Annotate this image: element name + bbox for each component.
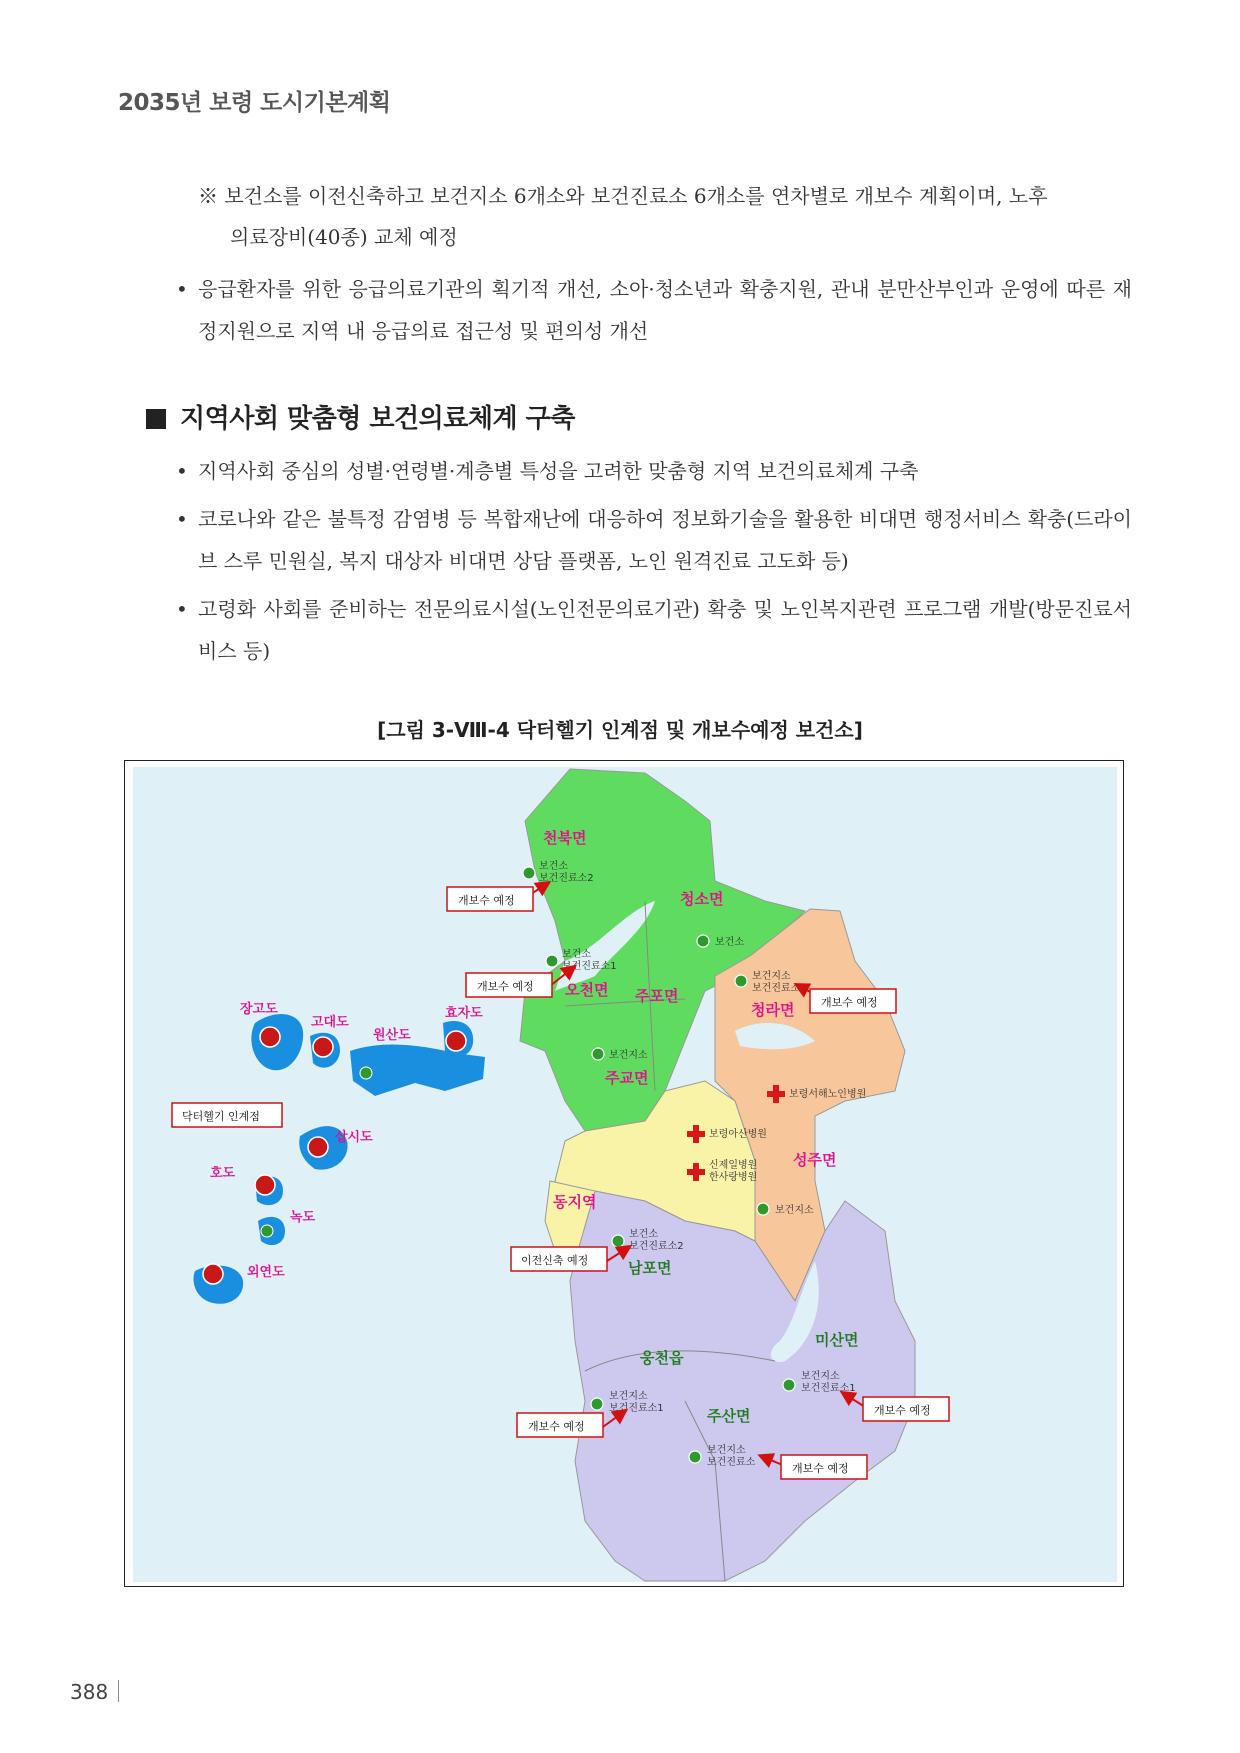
- label-hyojado: 효자도: [445, 1006, 483, 1021]
- label-jupo: 주포면: [635, 987, 679, 1005]
- label-misan: 미산면: [815, 1331, 859, 1349]
- label-wonsando: 원산도: [373, 1028, 411, 1043]
- facility-label: 보건소: [629, 1229, 658, 1240]
- bullet-item: [176, 268, 1132, 352]
- facility-label: 보건지소: [752, 971, 791, 982]
- clinic-marker-icon: [689, 1451, 701, 1463]
- bullet-dot: •: [176, 507, 188, 531]
- callout-misan: 개보수 예정: [874, 1404, 931, 1417]
- facility-label: 보건지소: [775, 1205, 814, 1216]
- label-hodo: 호도: [210, 1166, 236, 1181]
- clinic-marker-icon: [612, 1235, 624, 1247]
- clinic-marker-icon: [261, 1225, 273, 1237]
- label-cheonbuk: 천북면: [543, 829, 587, 847]
- page-number-text: 388: [70, 1680, 109, 1704]
- boryeong-health-facility-map: [124, 760, 1124, 1587]
- clinic-marker-icon: [783, 1379, 795, 1391]
- bullet-text: 지역사회 중심의 성별·연령별·계층별 특성을 고려한 맞춤형 지역 보건의료체계 구축: [198, 459, 919, 483]
- facility-label: 보건지소: [609, 1050, 648, 1061]
- note-line-2: 의료장비(40종) 교체 예정: [230, 225, 458, 249]
- callout-ungcheon: 개보수 예정: [528, 1420, 585, 1433]
- clinic-marker-icon: [360, 1067, 372, 1079]
- label-jugyo: 주교면: [605, 1069, 649, 1087]
- callout-jusan: 개보수 예정: [792, 1462, 849, 1475]
- clinic-marker-icon: [546, 955, 558, 967]
- facility-label: 보건진료소1: [801, 1383, 856, 1394]
- clinic-marker-icon: [523, 867, 535, 879]
- clinic-marker-icon: [757, 1203, 769, 1215]
- callout-nampo: 이전신축 예정: [521, 1254, 589, 1267]
- facility-label: 보건소: [562, 949, 591, 960]
- heli-marker-icon: [446, 1031, 466, 1051]
- callout-cheonbuk: 개보수 예정: [458, 894, 515, 907]
- page-number: [70, 1680, 119, 1704]
- label-nampo: 남포면: [628, 1259, 672, 1277]
- facility-label: 신제일병원: [709, 1160, 758, 1171]
- label-godaedo: 고대도: [311, 1015, 349, 1030]
- bullet-item: [176, 450, 1132, 492]
- callout-ocheon: 개보수 예정: [477, 980, 534, 993]
- label-dongjiyeok: 동지역: [553, 1193, 597, 1211]
- label-jangdo: 장고도: [240, 1002, 278, 1017]
- bullet-dot: •: [176, 459, 188, 483]
- callout-heli: 닥터헬기 인계점: [182, 1110, 260, 1123]
- facility-label: 보령서해노인병원: [789, 1089, 867, 1100]
- page-header-title: 2035년 보령 도시기본계획: [118, 90, 391, 116]
- facility-label: 보건지소: [609, 1391, 648, 1402]
- facility-label: 한사랑병원: [709, 1172, 758, 1183]
- bullet-dot: •: [176, 597, 188, 621]
- facility-label: 보건진료소2: [539, 873, 594, 884]
- facility-label: 보령아산병원: [709, 1129, 767, 1140]
- clinic-marker-icon: [591, 1398, 603, 1410]
- callout-cheongra: 개보수 예정: [821, 996, 878, 1009]
- facility-label: 보건지소: [801, 1371, 840, 1382]
- heli-marker-icon: [203, 1264, 223, 1284]
- facility-label: 보건진료소: [707, 1457, 756, 1468]
- label-cheongso: 청소면: [680, 890, 724, 908]
- page-number-divider: [118, 1680, 119, 1702]
- label-ungcheon: 웅천읍: [640, 1349, 684, 1367]
- bullet-dot: •: [176, 277, 188, 301]
- bullet-item: [176, 498, 1132, 582]
- label-jusan: 주산면: [707, 1407, 751, 1425]
- clinic-marker-icon: [592, 1048, 604, 1060]
- facility-label: 보건진료소1: [752, 983, 807, 994]
- bullet-text: 고령화 사회를 준비하는 전문의료시설(노인전문의료기관) 확충 및 노인복지관련 프로그램 개발(방문진료서비스 등): [198, 597, 1132, 663]
- note-paragraph: [198, 176, 1133, 258]
- label-cheongra: 청라면: [751, 1001, 795, 1019]
- clinic-marker-icon: [697, 935, 709, 947]
- bullet-text: 코로나와 같은 불특정 감염병 등 복합재난에 대응하여 정보화기술을 활용한 비대면 행정서비스 확충(드라이브 스루 민원실, 복지 대상자 비대면 상담 플랫폼, 노인 원격진료 고도화 등): [198, 507, 1132, 573]
- facility-label: 보건소: [539, 861, 568, 872]
- label-sapsido: 삽시도: [335, 1130, 373, 1145]
- square-bullet-icon: [146, 409, 166, 429]
- clinic-marker-icon: [735, 975, 747, 987]
- heli-marker-icon: [313, 1037, 333, 1057]
- heli-marker-icon: [308, 1137, 328, 1157]
- bullet-item: [176, 588, 1132, 672]
- facility-label: 보건지소: [707, 1445, 746, 1456]
- label-seongju: 성주면: [793, 1151, 837, 1169]
- section-heading: [146, 398, 575, 435]
- facility-label: 보건진료소1: [609, 1403, 664, 1414]
- note-line-1: ※ 보건소를 이전신축하고 보건지소 6개소와 보건진료소 6개소를 연차별로 개보수 계획이며, 노후: [198, 184, 1048, 208]
- label-oeyeondo: 외연도: [247, 1265, 285, 1280]
- label-ocheon: 오천면: [565, 981, 609, 999]
- bullet-text: 응급환자를 위한 응급의료기관의 획기적 개선, 소아·청소년과 확충지원, 관내 분만산부인과 운영에 따른 재정지원으로 지역 내 응급의료 접근성 및 편의성 개선: [198, 277, 1132, 343]
- section-title: 지역사회 맞춤형 보건의료체계 구축: [180, 404, 575, 434]
- label-nokdo: 녹도: [290, 1210, 316, 1225]
- facility-label: 보건소: [715, 937, 744, 948]
- facility-label: 보건진료소1: [562, 961, 617, 972]
- facility-label: 보건진료소2: [629, 1241, 684, 1252]
- heli-marker-icon: [255, 1175, 275, 1195]
- heli-marker-icon: [260, 1027, 280, 1047]
- figure-caption: [그림 3-Ⅷ-4 닥터헬기 인계점 및 개보수예정 보건소]: [377, 718, 863, 742]
